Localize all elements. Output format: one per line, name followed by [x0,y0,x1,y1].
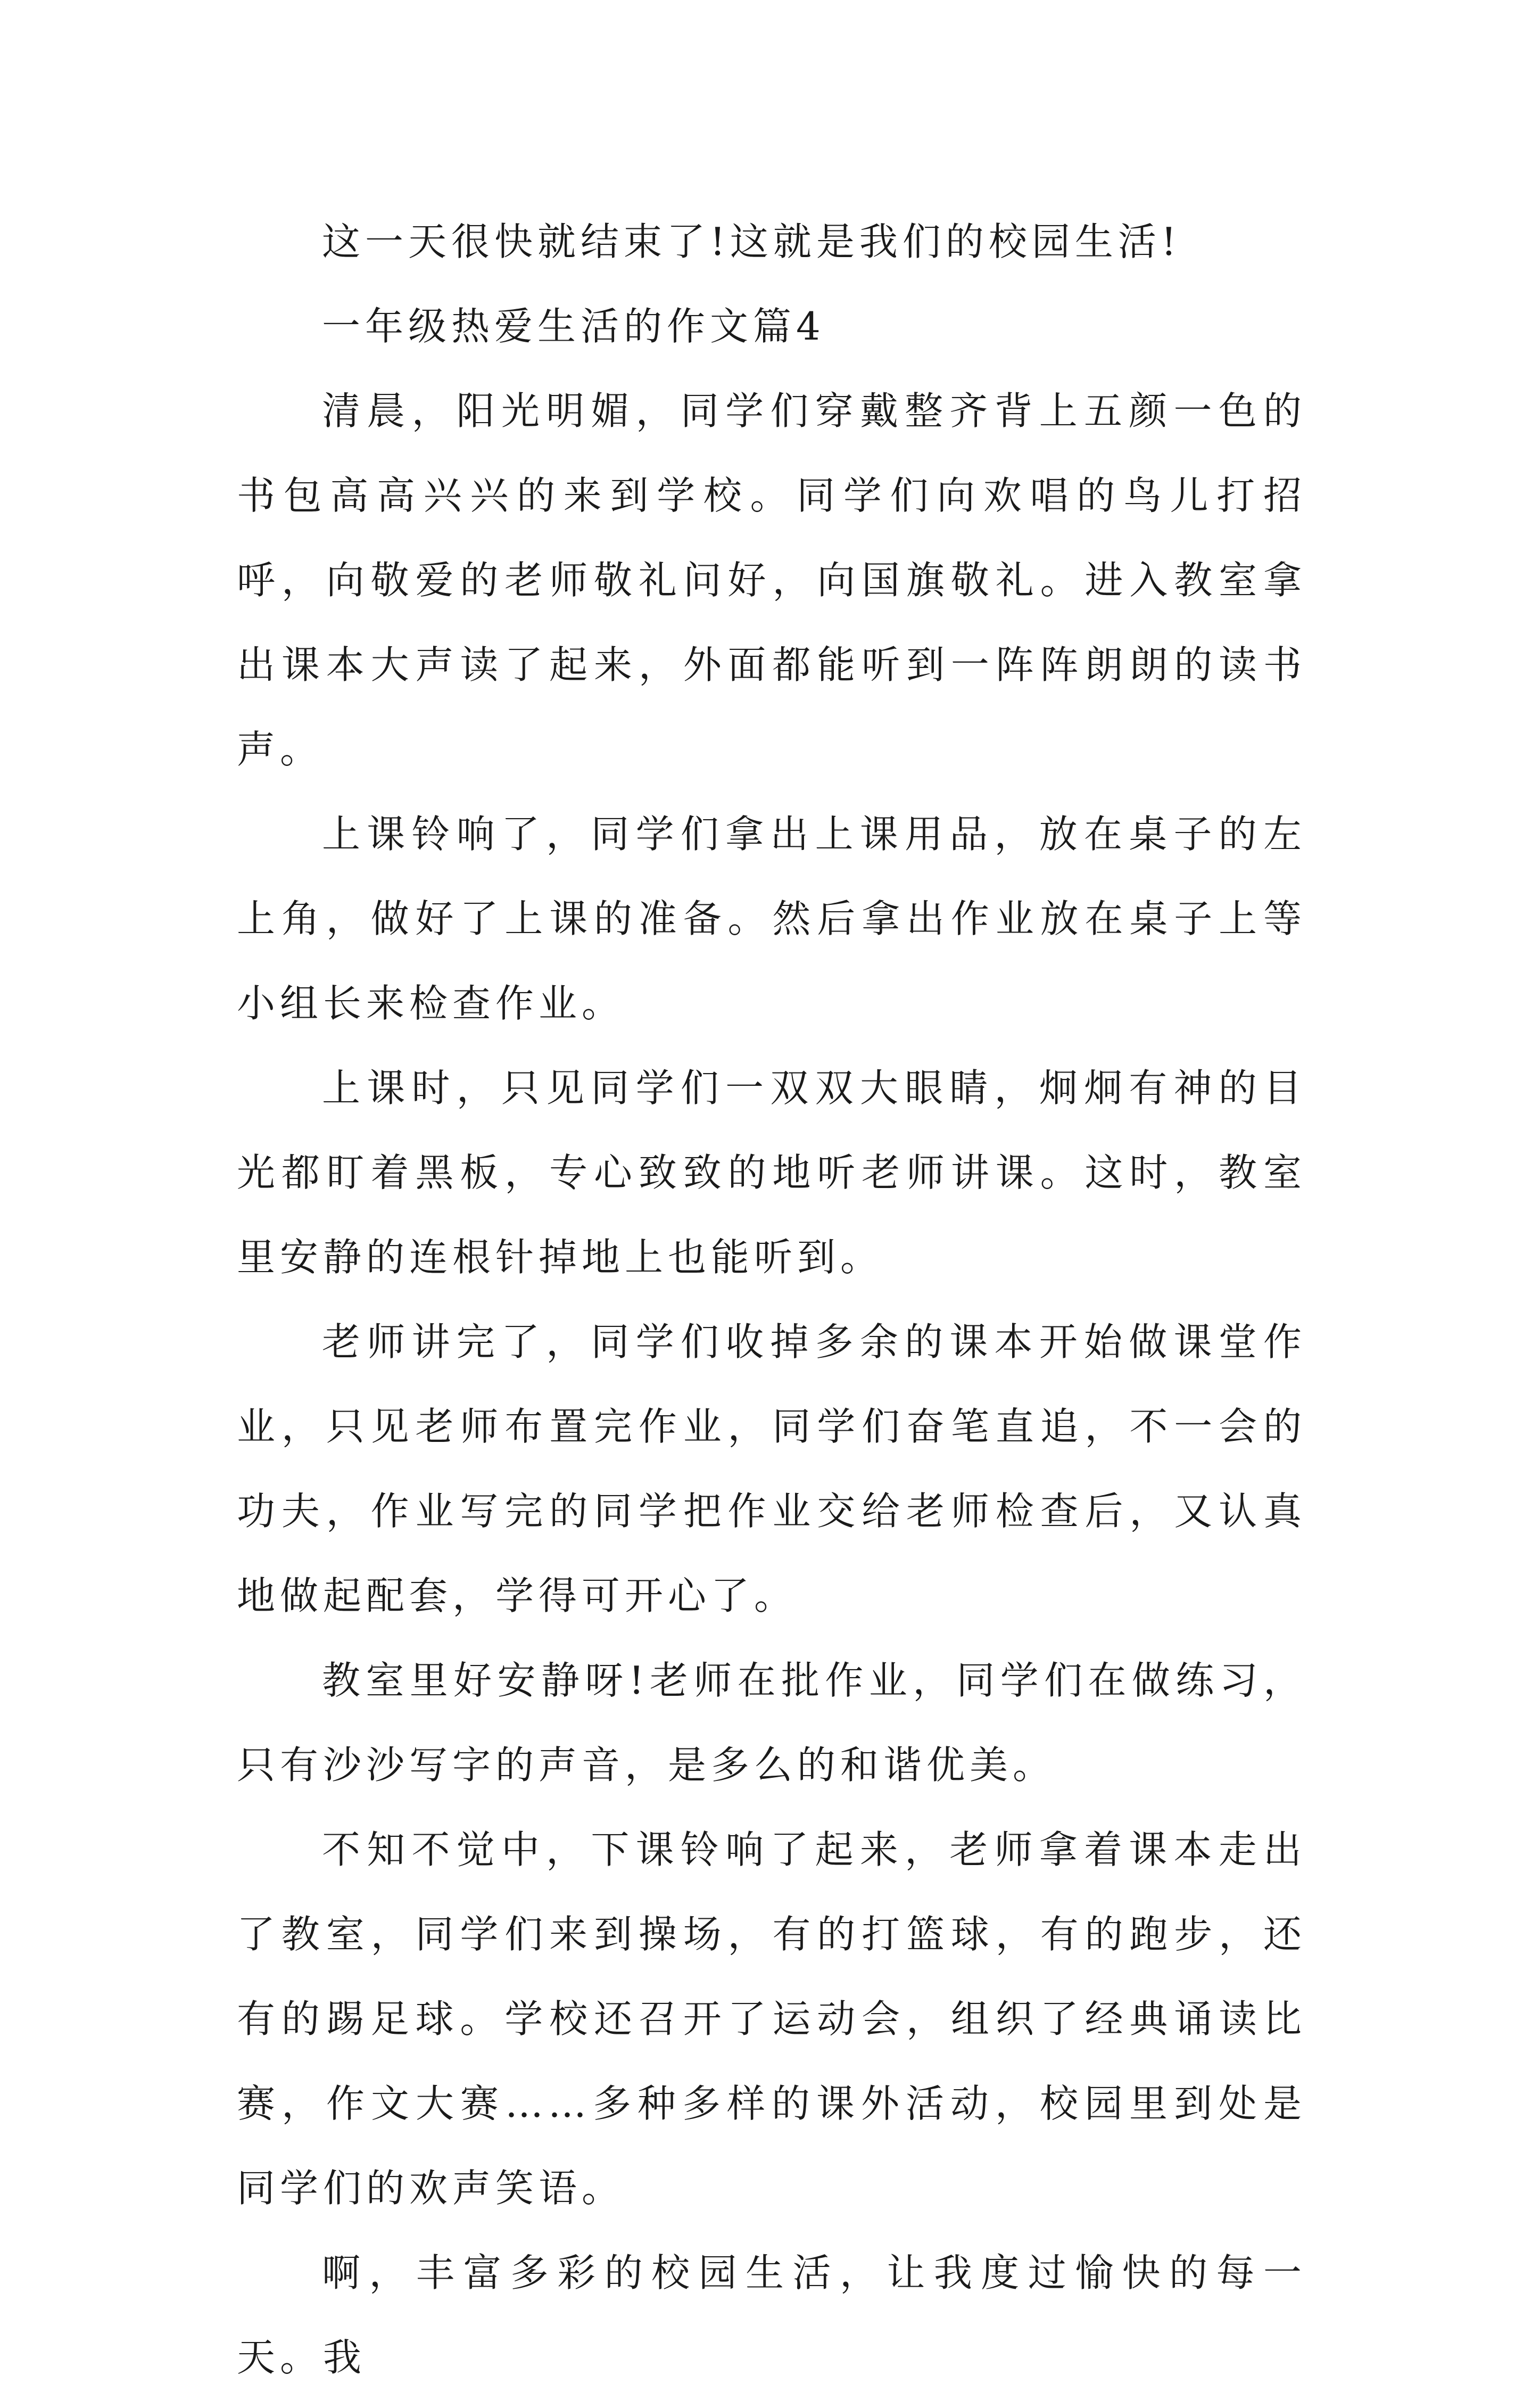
paragraph-quiet-classroom: 教室里好安静呀!老师在批作业，同学们在做练习，只有沙沙写字的声音，是多么的和谐优美。 [237,1658,1306,1787]
paragraph-conclusion: 啊，丰富多彩的校园生活，让我度过愉快的每一天。我 [237,2250,1306,2380]
paragraph-class-bell: 上课铃响了，同学们拿出上课用品，放在桌子的左上角，做好了上课的准备。然后拿出作业放在桌子上等小组长来检查作业。 [237,812,1306,1026]
paragraph-closing-line: 这一天很快就结束了!这就是我们的校园生活! [322,219,1181,264]
document-body [237,200,1306,2400]
essay-heading: 一年级热爱生活的作文篇4 [322,304,825,349]
paragraph-morning: 清晨，阳光明媚，同学们穿戴整齐背上五颜一色的书包高高兴兴的来到学校。同学们向欢唱的鸟儿打招呼，向敬爱的老师敬礼问好，向国旗敬礼。进入教室拿出课本大声读了起来，外面都能听到一阵阵朗朗的读书声。 [237,389,1306,772]
paragraph-in-class: 上课时，只见同学们一双双大眼睛，炯炯有神的目光都盯着黑板，专心致致的地听老师讲课。这时，教室里安静的连根针掉地上也能听到。 [237,1066,1306,1280]
paragraph-homework: 老师讲完了，同学们收掉多余的课本开始做课堂作业，只见老师布置完作业，同学们奋笔直追，不一会的功夫，作业写完的同学把作业交给老师检查后，又认真地做起配套，学得可开心了。 [237,1319,1306,1618]
paragraph-after-class: 不知不觉中，下课铃响了起来，老师拿着课本走出了教室，同学们来到操场，有的打篮球，有的跑步，还有的踢足球。学校还召开了运动会，组织了经典诵读比赛，作文大赛……多种多样的课外活动，校园里到处是同学们的欢声笑语。 [237,1827,1306,2211]
